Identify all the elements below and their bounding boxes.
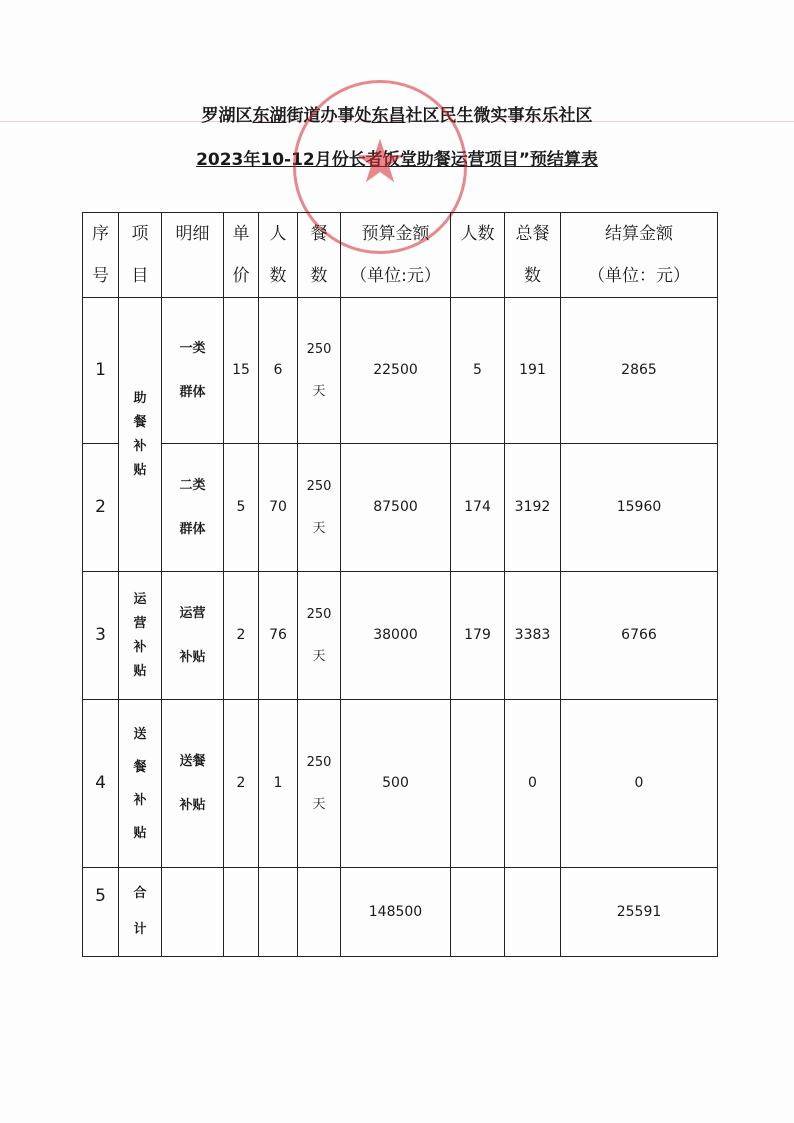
item-meal-subsidy: 助 餐 补 贴 xyxy=(119,298,162,572)
row-settlement: 15960 xyxy=(561,444,718,572)
header-meals: 餐 数 xyxy=(298,213,341,298)
row-settlement: 6766 xyxy=(561,572,718,700)
row-meals xyxy=(298,868,341,957)
row-people: 70 xyxy=(259,444,298,572)
table-row-total xyxy=(83,868,718,957)
row-total-meals: 3192 xyxy=(505,444,561,572)
row-meals: 250 天 xyxy=(298,444,341,572)
row-item: 送 餐 补 贴 xyxy=(119,700,162,868)
row-people: 1 xyxy=(259,700,298,868)
title-office: 街道办事处 xyxy=(286,106,372,126)
row-actual-people xyxy=(451,868,505,957)
row-people: 6 xyxy=(259,298,298,444)
row-detail xyxy=(162,868,224,957)
row-total-meals: 0 xyxy=(505,700,561,868)
row-item: 运 营 补 贴 xyxy=(119,572,162,700)
row-people xyxy=(259,868,298,957)
header-seq: 序 号 xyxy=(83,213,119,298)
row-unit-price: 15 xyxy=(224,298,259,444)
title-street: 东湖 xyxy=(252,106,287,126)
row-seq: 3 xyxy=(83,572,119,700)
header-total-meals: 总餐 数 xyxy=(505,213,561,298)
row-settlement: 25591 xyxy=(561,868,718,957)
title-community: 东昌 xyxy=(371,106,406,126)
row-seq: 2 xyxy=(83,444,119,572)
header-actual-people: 人数 xyxy=(451,213,505,298)
row-seq: 5 xyxy=(83,868,119,957)
row-detail: 二类 群体 xyxy=(162,444,224,572)
row-budget: 22500 xyxy=(341,298,451,444)
row-detail: 一类 群体 xyxy=(162,298,224,444)
row-actual-people xyxy=(451,700,505,868)
header-detail: 明细 xyxy=(162,213,224,298)
row-budget: 500 xyxy=(341,700,451,868)
row-meals: 250 天 xyxy=(298,700,341,868)
row-budget: 38000 xyxy=(341,572,451,700)
row-settlement: 0 xyxy=(561,700,718,868)
row-actual-people: 5 xyxy=(451,298,505,444)
header-people: 人 数 xyxy=(259,213,298,298)
row-unit-price: 5 xyxy=(224,444,259,572)
settlement-table xyxy=(82,212,718,957)
row-detail: 运营 补贴 xyxy=(162,572,224,700)
row-unit-price: 2 xyxy=(224,572,259,700)
table-row xyxy=(83,444,718,572)
doc-title-line2: 2023年10-12月份长者饭堂助餐运营项目”预结算表 xyxy=(196,150,598,170)
row-meals: 250 天 xyxy=(298,298,341,444)
row-total-meals xyxy=(505,868,561,957)
row-unit-price xyxy=(224,868,259,957)
row-settlement: 2865 xyxy=(561,298,718,444)
seal-star-icon: ★ xyxy=(353,127,407,198)
header-budget: 预算金额 （单位:元） xyxy=(341,213,451,298)
row-seq: 4 xyxy=(83,700,119,868)
row-total-meals: 191 xyxy=(505,298,561,444)
row-actual-people: 179 xyxy=(451,572,505,700)
row-meals: 250 天 xyxy=(298,572,341,700)
row-unit-price: 2 xyxy=(224,700,259,868)
table-row xyxy=(83,700,718,868)
table-row xyxy=(83,572,718,700)
row-actual-people: 174 xyxy=(451,444,505,572)
row-budget: 87500 xyxy=(341,444,451,572)
header-item: 项 目 xyxy=(119,213,162,298)
row-total-meals: 3383 xyxy=(505,572,561,700)
row-seq: 1 xyxy=(83,298,119,444)
header-row xyxy=(83,213,718,298)
table-row xyxy=(83,298,718,444)
header-settlement: 结算金额 （单位：元） xyxy=(561,213,718,298)
title-district: 罗湖区 xyxy=(201,106,253,126)
row-detail: 送餐 补贴 xyxy=(162,700,224,868)
row-people: 76 xyxy=(259,572,298,700)
row-item: 合 计 xyxy=(119,868,162,957)
row-budget: 148500 xyxy=(341,868,451,957)
title-project: 社区民生微实事东乐社区 xyxy=(405,106,593,126)
header-unit-price: 单 价 xyxy=(224,213,259,298)
